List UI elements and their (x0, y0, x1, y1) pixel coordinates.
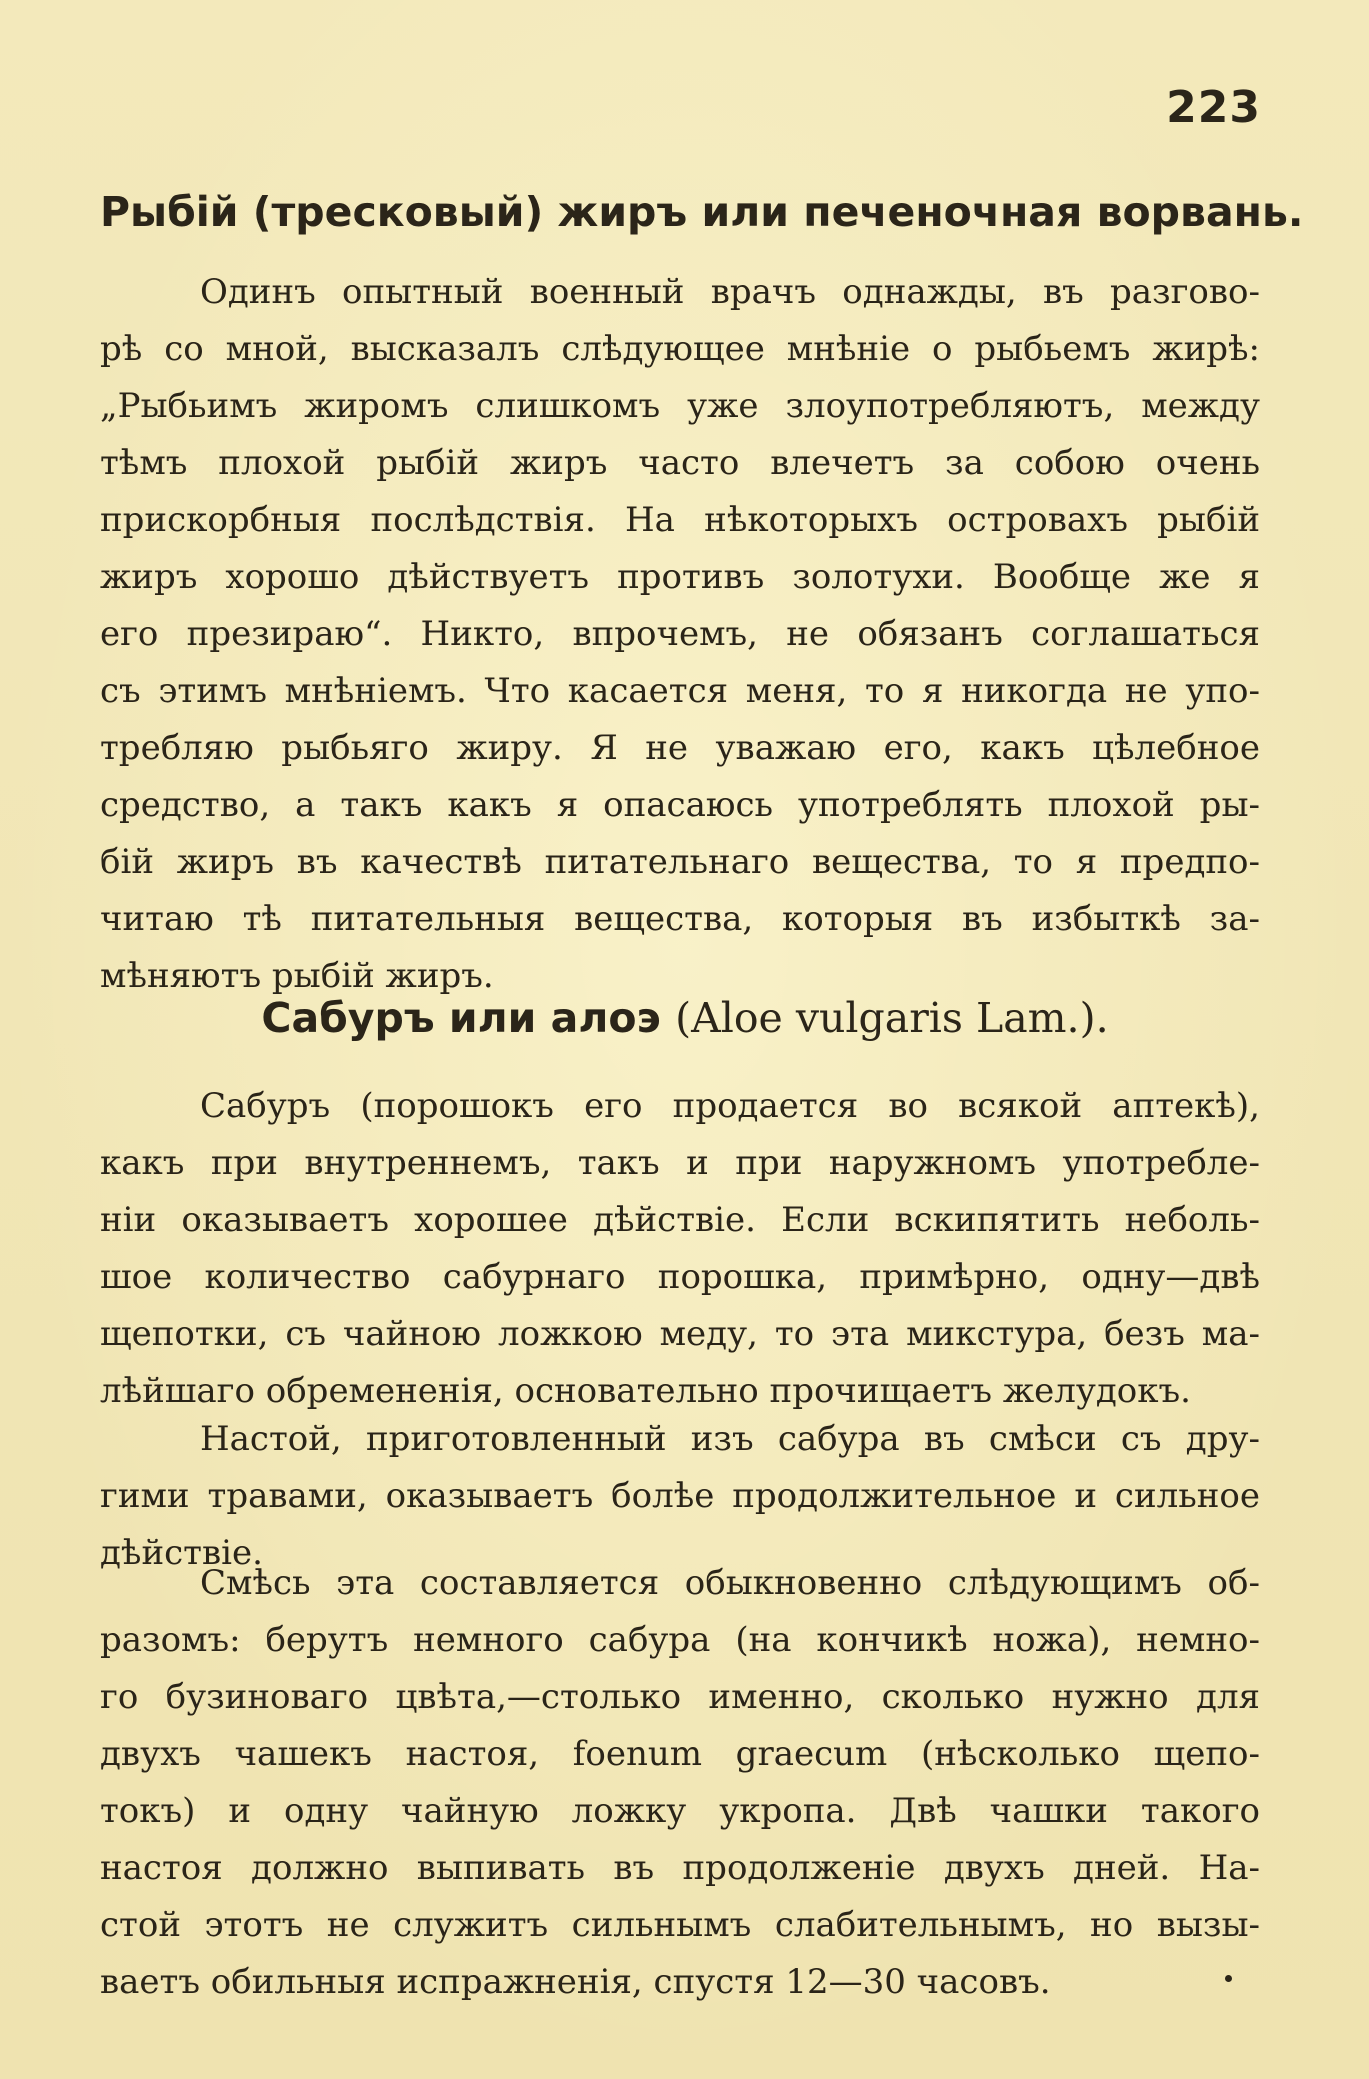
text-line: шое количество сабурнаго порошка, примѣрно, одну—двѣ (100, 1257, 1260, 1297)
heading-latin: (Aloe vulgaris Lam.). (675, 994, 1109, 1042)
text-line: бій жиръ въ качествѣ питательнаго вещества, то я предпо- (100, 842, 1260, 882)
ink-mark (1225, 1975, 1232, 1982)
text-line: токъ) и одну чайную ложку укропа. Двѣ чашки такого (100, 1791, 1260, 1831)
text-line: мѣняютъ рыбій жиръ. (100, 956, 494, 996)
text-line: лѣйшаго обремененія, основательно прочищаетъ желудокъ. (100, 1371, 1191, 1411)
text-line: щепотки, съ чайною ложкою меду, то эта микстура, безъ ма- (100, 1314, 1260, 1354)
text-line: стой этотъ не служитъ сильнымъ слабительнымъ, но вызы- (100, 1905, 1260, 1945)
text-line: двухъ чашекъ настоя, foenum graecum (нѣсколько щепо- (100, 1734, 1260, 1774)
text-line: ваетъ обильныя испражненія, спустя 12—30 часовъ. (100, 1962, 1051, 2002)
text-line: разомъ: берутъ немного сабура (на кончикѣ ножа), немно- (100, 1620, 1260, 1660)
text-line: го бузиноваго цвѣта,—столько именно, сколько нужно для (100, 1677, 1260, 1717)
text-line: его презираю“. Никто, впрочемъ, не обязанъ соглашаться (100, 614, 1260, 654)
text-line: Настой, приготовленный изъ сабура въ смѣси съ дру- (200, 1419, 1260, 1459)
section-heading-fish-oil: Рыбій (тресковый) жиръ или печеночная ворвань. (100, 188, 1304, 236)
section-heading-aloe (100, 994, 1270, 1042)
text-line: рѣ со мной, высказалъ слѣдующее мнѣніе о рыбьемъ жирѣ: (100, 329, 1260, 369)
text-line: средство, а такъ какъ я опасаюсь употреблять плохой ры- (100, 785, 1260, 825)
text-line: прискорбныя послѣдствія. На нѣкоторыхъ островахъ рыбій (100, 500, 1260, 540)
text-line: „Рыбьимъ жиромъ слишкомъ уже злоупотребляютъ, между (100, 386, 1260, 426)
paragraph-aloe-3 (100, 1555, 1260, 2011)
text-line: требляю рыбьяго жиру. Я не уважаю его, какъ цѣлебное (100, 728, 1260, 768)
heading-russian: Сабуръ или алоэ (261, 994, 661, 1042)
text-line: съ этимъ мнѣніемъ. Что касается меня, то я никогда не упо- (100, 671, 1260, 711)
page-number: 223 (1166, 82, 1261, 133)
text-line: тѣмъ плохой рыбій жиръ часто влечетъ за собою очень (100, 443, 1260, 483)
text-line: Одинъ опытный военный врачъ однажды, въ разгово- (200, 272, 1260, 312)
text-line: ніи оказываетъ хорошее дѣйствіе. Если вскипятить неболь- (100, 1200, 1260, 1240)
text-line: настоя должно выпивать въ продолженіе двухъ дней. На- (100, 1848, 1260, 1888)
paragraph-fish-oil (100, 264, 1260, 1005)
text-line: гими травами, оказываетъ болѣе продолжительное и сильное (100, 1476, 1260, 1516)
text-line: дѣйствіе. (100, 1533, 263, 1573)
text-line: Сабуръ (порошокъ его продается во всякой аптекѣ), (200, 1086, 1260, 1126)
text-line: читаю тѣ питательныя вещества, которыя въ избыткѣ за- (100, 899, 1260, 939)
text-line: Смѣсь эта составляется обыкновенно слѣдующимъ об- (200, 1563, 1260, 1603)
text-line: жиръ хорошо дѣйствуетъ противъ золотухи. Вообще же я (100, 557, 1260, 597)
text-line: какъ при внутреннемъ, такъ и при наружномъ употребле- (100, 1143, 1260, 1183)
paragraph-aloe-1 (100, 1078, 1260, 1420)
